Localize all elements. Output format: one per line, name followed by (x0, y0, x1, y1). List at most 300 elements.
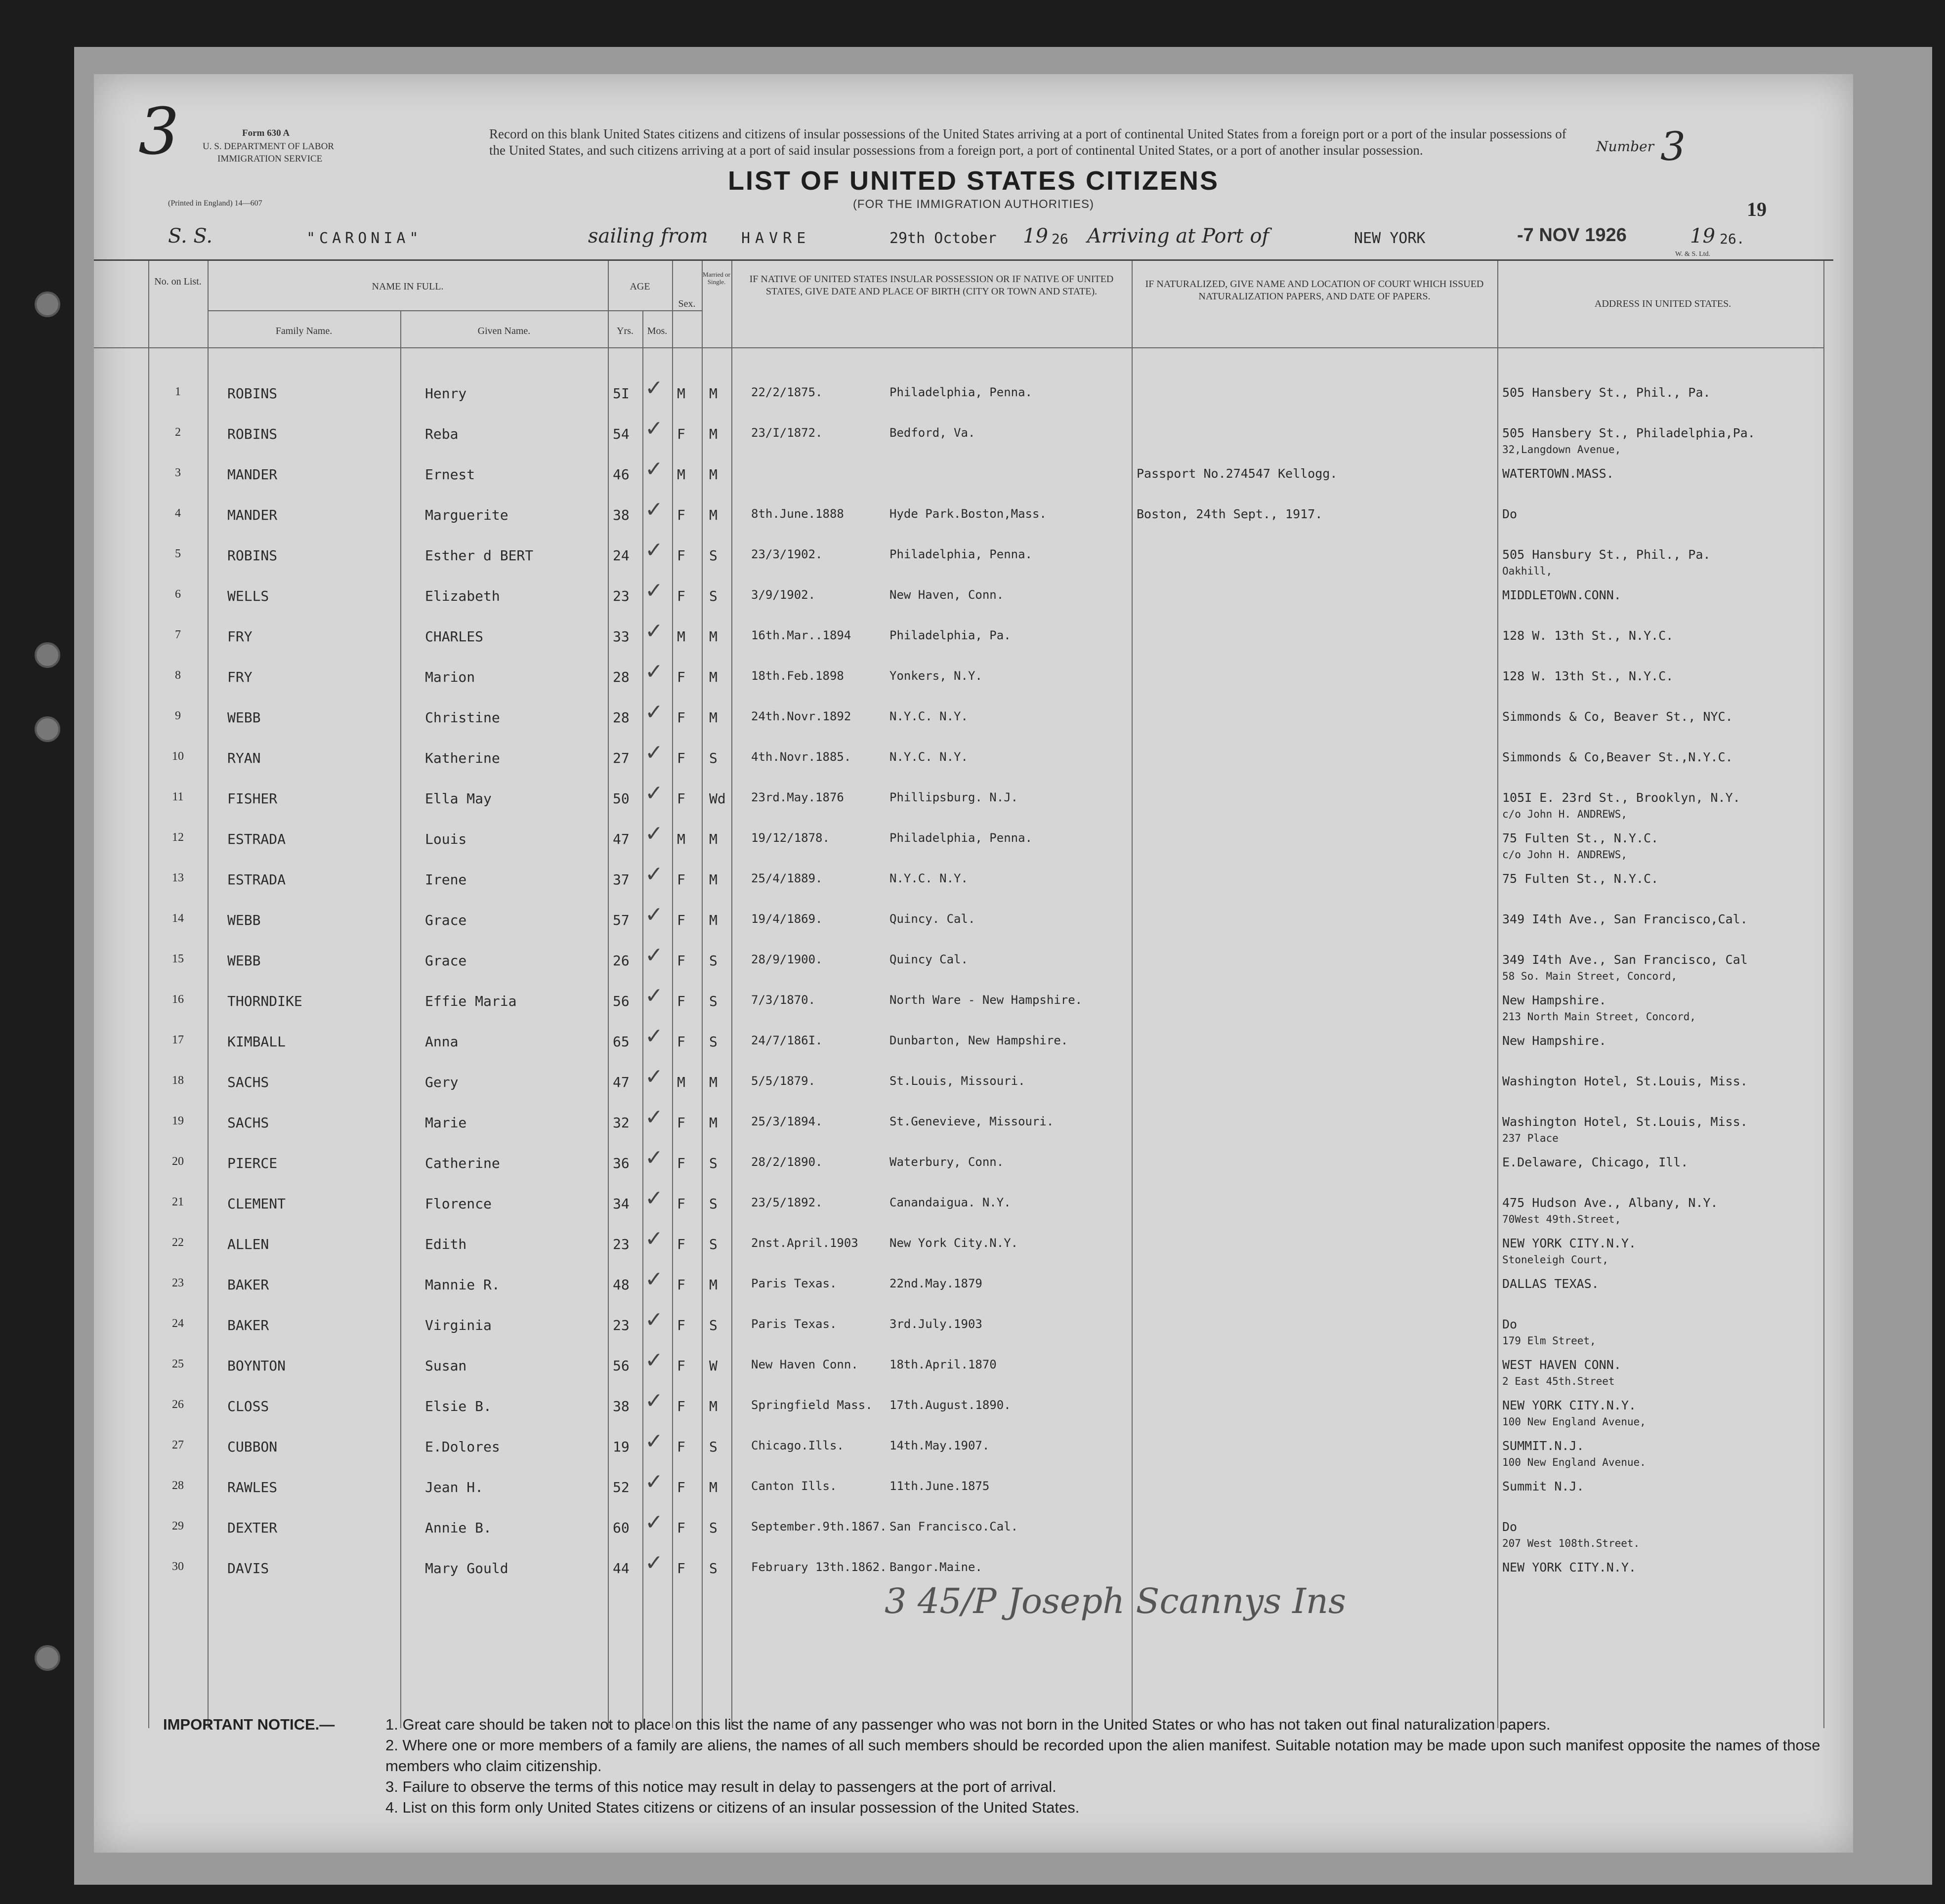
family-name: DAVIS (227, 1560, 269, 1576)
address-continuation: 237 Place (1502, 1132, 1559, 1144)
check-mark-icon: ✓ (645, 1510, 663, 1535)
birth-date: September.9th.1867. (751, 1520, 887, 1533)
address: New Hampshire. (1502, 993, 1607, 1007)
birth-place: 18th.April.1870 (889, 1358, 997, 1371)
row-number: 5 (175, 547, 181, 560)
row-number: 8 (175, 669, 181, 682)
row-number: 20 (172, 1155, 184, 1168)
binder-hole (35, 1645, 60, 1671)
table-row (94, 699, 1833, 733)
check-mark-icon: ✓ (645, 862, 663, 887)
marital-status: M (709, 1277, 718, 1293)
address: 505 Hansbury St., Phil., Pa. (1502, 547, 1711, 562)
address: 75 Fulten St., N.Y.C. (1502, 831, 1659, 845)
birth-date: 23/3/1902. (751, 547, 823, 561)
birth-date: 2nst.April.1903 (751, 1236, 858, 1250)
given-name: Anna (425, 1034, 459, 1050)
given-name: Annie B. (425, 1520, 492, 1536)
address-continuation: 179 Elm Street, (1502, 1335, 1596, 1347)
given-name: Catherine (425, 1155, 500, 1171)
family-name: SACHS (227, 1074, 269, 1090)
birth-place: Canandaigua. N.Y. (889, 1196, 1011, 1209)
table-row (94, 1063, 1833, 1098)
given-name: Mannie R. (425, 1277, 500, 1293)
family-name: PIERCE (227, 1155, 278, 1171)
birth-place: North Ware - New Hampshire. (889, 993, 1083, 1007)
check-mark-icon: ✓ (645, 943, 663, 968)
col-name: NAME IN FULL. (372, 281, 444, 292)
check-mark-icon: ✓ (645, 821, 663, 846)
given-name: Ella May (425, 790, 492, 807)
sex: F (677, 790, 685, 807)
table-row (94, 739, 1833, 774)
family-name: ESTRADA (227, 831, 286, 847)
age-years: 54 (613, 426, 630, 442)
marital-status: S (709, 993, 718, 1009)
given-name: Edith (425, 1236, 467, 1252)
given-name: Katherine (425, 750, 500, 766)
notice-item: 2. Where one or more members of a family are aliens, the names of all such members should be recorded upon the alien manifest. Suitable notation may be made upon such manifest opposite the names of those members who claim citizenship. (385, 1737, 1820, 1775)
family-name: WEBB (227, 912, 261, 928)
age-years: 38 (613, 1398, 630, 1414)
check-mark-icon: ✓ (645, 659, 663, 684)
department-name: U. S. DEPARTMENT OF LABOR (203, 141, 334, 152)
age-years: 23 (613, 1317, 630, 1333)
birth-date: 24/7/186I. (751, 1034, 823, 1047)
given-name: Henry (425, 385, 467, 402)
given-name: Ernest (425, 466, 475, 483)
sex: F (677, 507, 685, 523)
age-years: 47 (613, 831, 630, 847)
row-number: 6 (175, 588, 181, 601)
birth-place: Quincy Cal. (889, 952, 968, 966)
given-name: Louis (425, 831, 467, 847)
birth-date: Paris Texas. (751, 1317, 837, 1331)
table-row (94, 618, 1833, 652)
printed-note: (Printed in England) 14—607 (168, 199, 262, 207)
row-number: 1 (175, 385, 181, 398)
birth-date: 8th.June.1888 (751, 507, 844, 521)
given-name: Esther d BERT (425, 547, 534, 564)
table-row (94, 1306, 1833, 1347)
given-name: Susan (425, 1358, 467, 1374)
check-mark-icon: ✓ (645, 983, 663, 1008)
check-mark-icon: ✓ (645, 1429, 663, 1454)
check-mark-icon: ✓ (645, 1226, 663, 1251)
given-name: Christine (425, 709, 500, 726)
check-mark-icon: ✓ (645, 1186, 663, 1211)
birth-place: N.Y.C. N.Y. (889, 871, 968, 885)
row-number: 7 (175, 628, 181, 641)
row-number: 14 (172, 912, 184, 925)
form-number: Form 630 A (242, 128, 290, 138)
table-row (94, 1347, 1833, 1387)
marital-status: S (709, 547, 718, 564)
check-mark-icon: ✓ (645, 700, 663, 725)
birth-place: 3rd.July.1903 (889, 1317, 982, 1331)
age-years: 48 (613, 1277, 630, 1293)
birth-date: 28/2/1890. (751, 1155, 823, 1169)
sex: F (677, 547, 685, 564)
age-years: 26 (613, 952, 630, 969)
address-continuation: c/o John H. ANDREWS, (1502, 849, 1627, 861)
sex: F (677, 912, 685, 928)
marital-status: M (709, 1074, 718, 1090)
naturalization: Boston, 24th Sept., 1917. (1137, 507, 1323, 521)
sex: F (677, 1439, 685, 1455)
row-number: 24 (172, 1317, 184, 1330)
address: Do (1502, 1520, 1518, 1534)
marital-status: M (709, 1479, 718, 1495)
birth-place: Dunbarton, New Hampshire. (889, 1034, 1068, 1047)
marital-status: S (709, 1196, 718, 1212)
family-name: BAKER (227, 1317, 269, 1333)
marital-status: M (709, 628, 718, 645)
handwritten-list-number: 3 (138, 94, 179, 169)
family-name: FRY (227, 628, 253, 645)
birth-place: Philadelphia, Penna. (889, 385, 1032, 399)
age-years: 52 (613, 1479, 630, 1495)
family-name: WEBB (227, 709, 261, 726)
age-years: 24 (613, 547, 630, 564)
address: SUMMIT.N.J. (1502, 1439, 1584, 1453)
row-number: 16 (172, 993, 184, 1006)
sex: F (677, 871, 685, 888)
address: 505 Hansbery St., Philadelphia,Pa. (1502, 426, 1755, 440)
row-number: 15 (172, 952, 184, 965)
sex: M (677, 1074, 685, 1090)
table-row (94, 658, 1833, 693)
row-number: 27 (172, 1439, 184, 1451)
table-row (94, 942, 1833, 982)
number-value: 3 (1660, 124, 1686, 169)
birth-place: Bangor.Maine. (889, 1560, 982, 1574)
table-row (94, 537, 1833, 577)
sex: F (677, 709, 685, 726)
table-row (94, 1225, 1833, 1266)
family-name: CLOSS (227, 1398, 269, 1414)
year-prefix-2: 19 (1690, 225, 1715, 248)
check-mark-icon: ✓ (645, 902, 663, 927)
marital-status: S (709, 1236, 718, 1252)
year-from: 26 (1052, 231, 1068, 247)
address: 475 Hudson Ave., Albany, N.Y. (1502, 1196, 1718, 1210)
given-name: CHARLES (425, 628, 484, 645)
table-row (94, 1023, 1833, 1057)
col-no: No. on List. (154, 276, 202, 287)
marital-status: S (709, 1155, 718, 1171)
sex: F (677, 952, 685, 969)
address: E.Delaware, Chicago, Ill. (1502, 1155, 1689, 1169)
sex: F (677, 1317, 685, 1333)
table-row (94, 1387, 1833, 1428)
birth-date: 19/4/1869. (751, 912, 823, 926)
birth-place: Quincy. Cal. (889, 912, 975, 926)
check-mark-icon: ✓ (645, 1348, 663, 1373)
address-continuation: Oakhill, (1502, 565, 1553, 577)
row-number: 2 (175, 426, 181, 439)
check-mark-icon: ✓ (645, 1550, 663, 1575)
row-number: 11 (172, 790, 184, 803)
voyage-line (94, 225, 1853, 258)
birth-place: St.Louis, Missouri. (889, 1074, 1025, 1088)
address: Do (1502, 507, 1518, 521)
birth-place: New Haven, Conn. (889, 588, 1004, 602)
address: Simmonds & Co, Beaver St., NYC. (1502, 709, 1733, 724)
birth-place: Philadelphia, Pa. (889, 628, 1011, 642)
address-continuation: 2 East 45th.Street (1502, 1375, 1615, 1387)
address: Summit N.J. (1502, 1479, 1584, 1493)
sex: F (677, 588, 685, 604)
address: 128 W. 13th St., N.Y.C. (1502, 669, 1674, 683)
binder-hole (35, 291, 60, 317)
birth-place: Hyde Park.Boston,Mass. (889, 507, 1047, 521)
table-row (94, 1185, 1833, 1225)
service-name: IMMIGRATION SERVICE (217, 154, 323, 164)
marital-status: S (709, 1439, 718, 1455)
binder-hole (35, 716, 60, 742)
marital-status: S (709, 588, 718, 604)
address-continuation: 100 New England Avenue. (1502, 1456, 1646, 1468)
check-mark-icon: ✓ (645, 578, 663, 603)
birth-date: 25/4/1889. (751, 871, 823, 885)
address: 75 Fulten St., N.Y.C. (1502, 871, 1659, 886)
row-number: 10 (172, 750, 184, 763)
manifest-page (94, 74, 1853, 1853)
notice-lead: IMPORTANT NOTICE.— (163, 1716, 335, 1733)
address: WEST HAVEN CONN. (1502, 1358, 1621, 1372)
row-number: 21 (172, 1196, 184, 1208)
birth-date: Canton Ills. (751, 1479, 837, 1493)
family-name: ALLEN (227, 1236, 269, 1252)
check-mark-icon: ✓ (645, 1469, 663, 1494)
age-years: 50 (613, 790, 630, 807)
check-mark-icon: ✓ (645, 456, 663, 482)
sex: F (677, 1398, 685, 1414)
sex: F (677, 1479, 685, 1495)
page-number: 19 (1747, 198, 1767, 220)
col-family: Family Name. (275, 326, 333, 336)
address: NEW YORK CITY.N.Y. (1502, 1560, 1636, 1574)
given-name: Elsie B. (425, 1398, 492, 1414)
marital-status: S (709, 1520, 718, 1536)
age-years: 38 (613, 507, 630, 523)
age-years: 47 (613, 1074, 630, 1090)
sex: M (677, 385, 685, 402)
address: Do (1502, 1317, 1518, 1331)
check-mark-icon: ✓ (645, 740, 663, 765)
birth-place: Phillipsburg. N.J. (889, 790, 1018, 804)
check-mark-icon: ✓ (645, 538, 663, 563)
sex: F (677, 426, 685, 442)
sailing-label: sailing from (588, 225, 708, 248)
check-mark-icon: ✓ (645, 375, 663, 401)
address: MIDDLETOWN.CONN. (1502, 588, 1621, 602)
check-mark-icon: ✓ (645, 1064, 663, 1089)
row-number: 4 (175, 507, 181, 520)
col-age: AGE (630, 281, 650, 292)
family-name: KIMBALL (227, 1034, 286, 1050)
instructions-text: Record on this blank United States citizens and citizens of insular possessions of the United States arriving at a port of continental United States from a foreign port or a port of the insular possessions of the United States, and such citizens arriving at a port of said insular possessions from a foreign port, a port of continental United States, or a port of another insular possession. (489, 126, 1566, 158)
address: NEW YORK CITY.N.Y. (1502, 1398, 1636, 1412)
sex: F (677, 1236, 685, 1252)
given-name: Virginia (425, 1317, 492, 1333)
marital-status: W (709, 1358, 718, 1374)
col-mos: Mos. (647, 326, 668, 336)
given-name: Gery (425, 1074, 459, 1090)
family-name: WEBB (227, 952, 261, 969)
age-years: 5I (613, 385, 630, 402)
marital-status: M (709, 507, 718, 523)
table-row (94, 577, 1833, 612)
table-row (94, 1144, 1833, 1179)
marital-status: S (709, 1034, 718, 1050)
birth-place: 14th.May.1907. (889, 1439, 990, 1452)
row-number: 26 (172, 1398, 184, 1411)
sex: F (677, 993, 685, 1009)
col-yrs: Yrs. (617, 326, 634, 336)
page-title: LIST OF UNITED STATES CITIZENS (728, 166, 1219, 196)
marital-status: M (709, 709, 718, 726)
sex: F (677, 669, 685, 685)
birth-place: 17th.August.1890. (889, 1398, 1011, 1412)
arrival-stamp: -7 NOV 1926 (1517, 225, 1627, 246)
check-mark-icon: ✓ (645, 1145, 663, 1170)
marital-status: M (709, 912, 718, 928)
birth-date: 7/3/1870. (751, 993, 816, 1007)
table-row (94, 1104, 1833, 1144)
col-birth: IF NATIVE OF UNITED STATES INSULAR POSSESSION OR IF NATIVE OF UNITED STATES, GIVE DATE AND PLACE OF BIRTH (CITY OR TOWN AND STATE). (749, 274, 1114, 297)
address-continuation: 207 West 108th.Street. (1502, 1537, 1640, 1549)
age-years: 65 (613, 1034, 630, 1050)
given-name: Elizabeth (425, 588, 500, 604)
date-from: 29th October (889, 230, 997, 247)
address-continuation: Stoneleigh Court, (1502, 1254, 1608, 1266)
birth-date: 19/12/1878. (751, 831, 830, 845)
marital-status: Wd (709, 790, 726, 807)
notice-item: 4. List on this form only United States citizens or citizens of an insular possession of the United States. (385, 1799, 1080, 1816)
birth-place: Philadelphia, Penna. (889, 831, 1032, 845)
row-number: 12 (172, 831, 184, 844)
marital-status: M (709, 669, 718, 685)
birth-place: New York City.N.Y. (889, 1236, 1018, 1250)
sex: F (677, 1520, 685, 1536)
age-years: 34 (613, 1196, 630, 1212)
birth-date: 25/3/1894. (751, 1115, 823, 1128)
marital-status: M (709, 1398, 718, 1414)
naturalization: Passport No.274547 Kellogg. (1137, 466, 1338, 481)
family-name: MANDER (227, 507, 278, 523)
arriving-label: Arriving at Port of (1087, 225, 1269, 248)
notice-item: 1. Great care should be taken not to place on this list the name of any passenger who was not born in the United States or who has not taken out final naturalization papers. (385, 1716, 1551, 1733)
col-address: ADDRESS IN UNITED STATES. (1594, 298, 1732, 309)
birth-place: St.Genevieve, Missouri. (889, 1115, 1054, 1128)
table-row (94, 415, 1833, 455)
port-to: NEW YORK (1354, 230, 1426, 247)
given-name: Mary Gould (425, 1560, 508, 1576)
address: Washington Hotel, St.Louis, Miss. (1502, 1074, 1748, 1088)
col-married: Married or Single. (703, 271, 730, 286)
passenger-table (94, 259, 1833, 1728)
year-prefix: 19 (1023, 225, 1048, 248)
age-years: 56 (613, 993, 630, 1009)
row-number: 29 (172, 1520, 184, 1532)
address: NEW YORK CITY.N.Y. (1502, 1236, 1636, 1250)
birth-date: 22/2/1875. (751, 385, 823, 399)
printer-mark: W. & S. Ltd. (1675, 250, 1711, 258)
row-number: 23 (172, 1277, 184, 1289)
address: New Hampshire. (1502, 1034, 1607, 1048)
age-years: 27 (613, 750, 630, 766)
col-given: Given Name. (477, 326, 531, 336)
address: Simmonds & Co,Beaver St.,N.Y.C. (1502, 750, 1733, 764)
family-name: ESTRADA (227, 871, 286, 888)
age-years: 23 (613, 588, 630, 604)
row-number: 30 (172, 1560, 184, 1573)
age-years: 33 (613, 628, 630, 645)
birth-date: 23rd.May.1876 (751, 790, 844, 804)
age-years: 56 (613, 1358, 630, 1374)
table-row (94, 1468, 1833, 1503)
sex: M (677, 628, 685, 645)
family-name: ROBINS (227, 547, 278, 564)
col-sex: Sex. (678, 298, 696, 309)
given-name: Effie Maria (425, 993, 517, 1009)
address-continuation: 100 New England Avenue, (1502, 1416, 1646, 1428)
marital-status: S (709, 1317, 718, 1333)
sex: F (677, 750, 685, 766)
age-years: 32 (613, 1115, 630, 1131)
birth-date: 28/9/1900. (751, 952, 823, 966)
birth-date: 5/5/1879. (751, 1074, 816, 1088)
row-number: 18 (172, 1074, 184, 1087)
family-name: SACHS (227, 1115, 269, 1131)
family-name: RYAN (227, 750, 261, 766)
address: 349 I4th Ave., San Francisco, Cal (1502, 952, 1748, 967)
check-mark-icon: ✓ (645, 1388, 663, 1413)
family-name: DEXTER (227, 1520, 278, 1536)
page-subtitle: (FOR THE IMMIGRATION AUTHORITIES) (852, 198, 1095, 211)
address: 505 Hansbery St., Phil., Pa. (1502, 385, 1711, 400)
check-mark-icon: ✓ (645, 497, 663, 522)
table-row (94, 780, 1833, 820)
given-name: Grace (425, 952, 467, 969)
row-number: 13 (172, 871, 184, 884)
birth-date: New Haven Conn. (751, 1358, 858, 1371)
address: 105I E. 23rd St., Brooklyn, N.Y. (1502, 790, 1740, 805)
marital-status: M (709, 871, 718, 888)
birth-place: San Francisco.Cal. (889, 1520, 1018, 1533)
age-years: 46 (613, 466, 630, 483)
family-name: ROBINS (227, 426, 278, 442)
check-mark-icon: ✓ (645, 1105, 663, 1130)
given-name: Grace (425, 912, 467, 928)
given-name: Marguerite (425, 507, 508, 523)
sex: F (677, 1358, 685, 1374)
handwritten-signature: 3 45/P Joseph Scannys Ins (885, 1581, 1346, 1621)
sex: F (677, 1196, 685, 1212)
notice-item: 3. Failure to observe the terms of this notice may result in delay to passengers at the port of arrival. (385, 1778, 1057, 1795)
family-name: BAKER (227, 1277, 269, 1293)
sex: F (677, 1034, 685, 1050)
birth-date: 3/9/1902. (751, 588, 816, 602)
address: WATERTOWN.MASS. (1502, 466, 1614, 481)
marital-status: M (709, 466, 718, 483)
table-row (94, 820, 1833, 861)
header-bottom-line (94, 347, 1823, 348)
birth-place: Bedford, Va. (889, 426, 975, 440)
row-number: 28 (172, 1479, 184, 1492)
